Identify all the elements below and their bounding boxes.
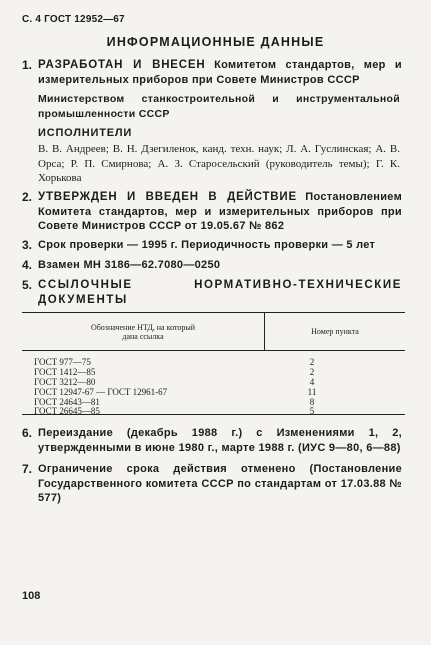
section-number: 6. bbox=[22, 426, 33, 440]
section-text bbox=[38, 58, 402, 87]
table-cell-point: 4 bbox=[309, 377, 315, 387]
section-body: Комитетом стандартов, мер и измерительных приборов при Совете Министров СССР bbox=[38, 59, 402, 86]
section-number: 2. bbox=[22, 190, 33, 204]
executors-heading: ИСПОЛНИТЕЛИ bbox=[38, 127, 133, 139]
section-text: Срок проверки — 1995 г. Периодичность проверки — 5 лет bbox=[38, 239, 376, 251]
table-row bbox=[34, 406, 394, 416]
table-row bbox=[34, 387, 394, 397]
table-cell-point: 8 bbox=[309, 397, 315, 407]
table-header-point: Номер пункта bbox=[311, 327, 359, 336]
section-lead: УТВЕРЖДЕН И ВВЕДЕН В ДЕЙСТВИЕ bbox=[38, 191, 297, 203]
section-text: ССЫЛОЧНЫЕ НОРМАТИВНО-ТЕХНИЧЕСКИЕ ДОКУМЕНТЫ bbox=[38, 279, 402, 306]
page-number: 108 bbox=[22, 590, 41, 602]
table-cell-doc: ГОСТ 977—75 bbox=[34, 357, 91, 367]
section-number: 4. bbox=[22, 258, 33, 272]
table-header-rule bbox=[22, 350, 405, 351]
section-text: Ограничение срока действия отменено (Постановление Государственного комитета СССР по стандартам от 17.03.88 № 577) bbox=[38, 463, 402, 504]
table-row bbox=[34, 357, 394, 367]
table-cell-doc: ГОСТ 26645—85 bbox=[34, 406, 100, 416]
references-table bbox=[22, 312, 405, 415]
table-row bbox=[34, 367, 394, 377]
section-text: Переиздание (декабрь 1988 г.) с Изменениями 1, 2, утвержденными в июне 1980 г., марте 1988 г. (ИУС 9—80, 6—88) bbox=[38, 427, 402, 454]
section-number: 5. bbox=[22, 278, 33, 292]
table-cell-doc: ГОСТ 3212—80 bbox=[34, 377, 96, 387]
table-cell-doc: ГОСТ 24643—81 bbox=[34, 397, 100, 407]
ministry-text: Министерством станкостроительной и инструментальной промышленности СССР bbox=[38, 93, 400, 120]
table-row bbox=[34, 377, 394, 387]
table-cell-doc: ГОСТ 12947-67 — ГОСТ 12961-67 bbox=[34, 387, 168, 397]
executors-list: В. В. Андреев; В. Н. Дзегиленок, канд. техн. наук; Л. А. Гуслинская; А. В. Орса; Р. П. Смирнова; А. З. Старосельский (руководитель темы); Г. К. Хорькова bbox=[38, 143, 400, 184]
table-header-doc: Обозначение НТД, на который дана ссылка bbox=[90, 323, 196, 341]
section-text bbox=[38, 190, 402, 234]
table-cell-doc: ГОСТ 1412—85 bbox=[34, 367, 96, 377]
table-cell-point: 5 bbox=[309, 406, 315, 416]
section-text: Взамен МН 3186—62.7080—0250 bbox=[38, 259, 221, 271]
table-cell-point: 11 bbox=[307, 387, 317, 397]
section-lead: РАЗРАБОТАН И ВНЕСЕН bbox=[38, 59, 206, 71]
section-number: 1. bbox=[22, 58, 33, 72]
section-body: Постановлением Комитета стандартов, мер и измерительных приборов при Совете Министров СССР от 19.05.67 № 862 bbox=[38, 191, 403, 232]
page-header: С. 4 ГОСТ 12952—67 bbox=[22, 14, 125, 25]
table-cell-point: 2 bbox=[309, 357, 315, 367]
table-cell-point: 2 bbox=[309, 367, 315, 377]
section-number: 7. bbox=[22, 462, 33, 476]
page-title: ИНФОРМАЦИОННЫЕ ДАННЫЕ bbox=[106, 35, 325, 49]
section-number: 3. bbox=[22, 238, 33, 252]
